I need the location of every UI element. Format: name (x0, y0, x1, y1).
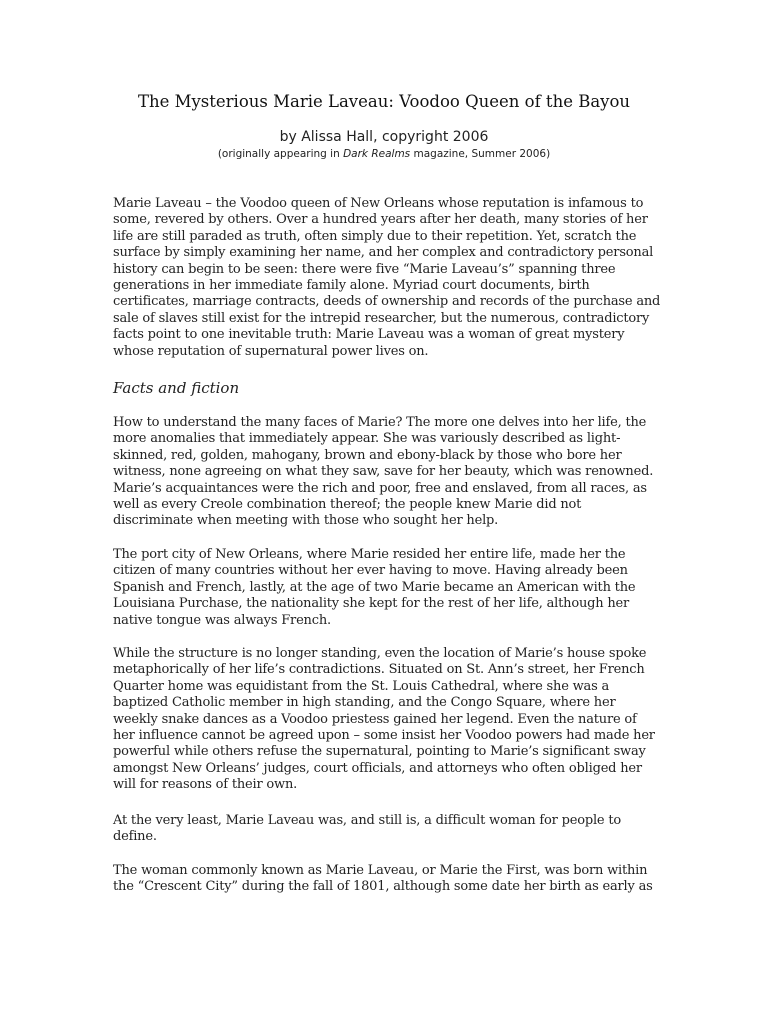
text-line: discriminate when meeting with those who sought her help. (113, 513, 499, 529)
publication-note (0, 147, 768, 161)
text-line: citizen of many countries without her ever having to move. Having already been (113, 563, 628, 579)
text-line: weekly snake dances as a Voodoo priestess gained her legend. Even the nature of (113, 711, 637, 727)
paragraph-define (113, 813, 658, 846)
text-line: certificates, marriage contracts, deeds of ownership and records of the purchase and (113, 294, 661, 310)
paragraph-port-city (113, 547, 658, 629)
text-line: whose reputation of supernatural power lives on. (113, 343, 429, 359)
text-line: define. (113, 829, 157, 845)
text-line: The woman commonly known as Marie Laveau, or Marie the First, was born within (113, 863, 648, 878)
text-line: facts point to one inevitable truth: Marie Laveau was a woman of great mystery (113, 327, 625, 343)
text-line: metaphorically of her life’s contradictions. Situated on St. Ann’s street, her French (113, 662, 645, 678)
publication-note-prefix: (originally appearing in (217, 148, 344, 160)
text-line: Marie’s acquaintances were the rich and poor, free and enslaved, from all races, as (113, 480, 647, 496)
document-title: The Mysterious Marie Laveau: Voodoo Queen of the Bayou (137, 92, 631, 111)
text-line: baptized Catholic member in high standing, and the Congo Square, where her (113, 695, 616, 711)
section-heading: Facts and fiction (113, 379, 240, 397)
text-line: Marie Laveau – the Voodoo queen of New Orleans whose reputation is infamous to (113, 196, 644, 211)
text-line: well as every Creole combination thereof; the people knew Marie did not (113, 497, 582, 513)
text-line: powerful while others refuse the supernatural, pointing to Marie’s significant sway (113, 744, 646, 760)
text-line: witness, none agreeing on what they saw, save for her beauty, which was renowned. (113, 464, 654, 480)
text-line: The port city of New Orleans, where Marie resided her entire life, made her the (113, 547, 626, 562)
text-line: native tongue was always French. (113, 612, 331, 628)
text-line: Spanish and French, lastly, at the age of two Marie became an American with the (113, 579, 636, 595)
author-byline: by Alissa Hall, copyright 2006 (279, 129, 489, 145)
text-line: some, revered by others. Over a hundred years after her death, many stories of her (113, 212, 648, 228)
text-line: Louisiana Purchase, the nationality she kept for the rest of her life, although her (113, 596, 630, 612)
text-line: history can begin to be seen: there were five “Marie Laveau’s” spanning three (113, 261, 616, 277)
text-line: Quarter home was equidistant from the St. Louis Cathedral, where she was a (113, 678, 610, 694)
paragraph-intro (113, 196, 661, 360)
text-line: While the structure is no longer standing, even the location of Marie’s house spoke (113, 646, 647, 661)
paragraph-faces (113, 415, 658, 530)
paragraph-birth (113, 863, 658, 896)
text-line: more anomalies that immediately appear. She was variously described as light- (113, 431, 621, 447)
text-line: amongst New Orleans’ judges, court officials, and attorneys who often obliged her (113, 760, 642, 776)
text-line: surface by simply examining her name, and her complex and contradictory personal (113, 245, 654, 261)
publication-note-suffix: magazine, Summer 2006) (410, 148, 551, 160)
magazine-name: Dark Realms (343, 148, 411, 160)
text-line: generations in her immediate family alone. Myriad court documents, birth (113, 278, 590, 294)
text-line: will for reasons of their own. (113, 777, 298, 793)
paragraph-house (113, 646, 658, 794)
text-line: At the very least, Marie Laveau was, and still is, a difficult woman for people to (113, 813, 621, 828)
text-line: the “Crescent City” during the fall of 1801, although some date her birth as early as (113, 879, 653, 895)
text-line: How to understand the many faces of Marie? The more one delves into her life, the (113, 415, 647, 430)
text-line: life are still paraded as truth, often simply due to their repetition. Yet, scratch the (113, 228, 637, 244)
text-line: her influence cannot be agreed upon – some insist her Voodoo powers had made her (113, 728, 655, 744)
text-line: skinned, red, golden, mahogany, brown and ebony-black by those who bore her (113, 447, 622, 463)
text-line: sale of slaves still exist for the intrepid researcher, but the numerous, contradictory (113, 310, 650, 326)
